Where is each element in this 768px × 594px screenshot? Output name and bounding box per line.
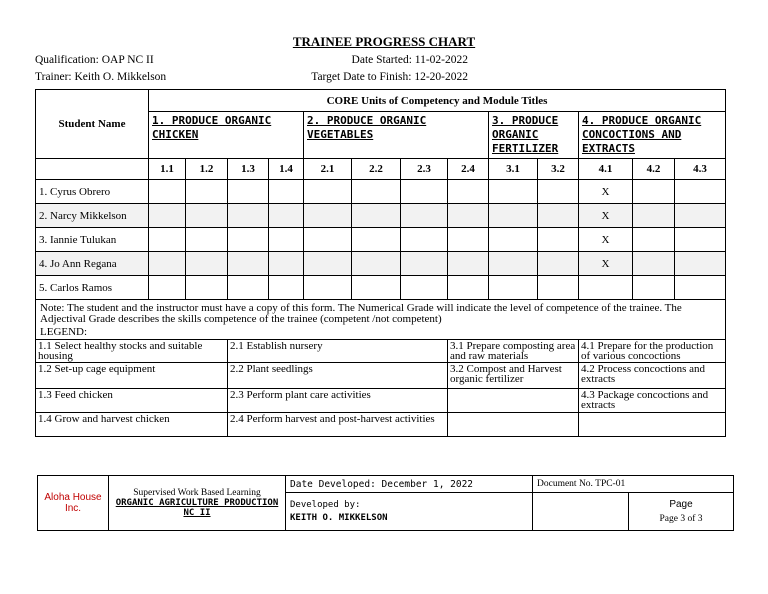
page-title: TRAINEE PROGRESS CHART (292, 34, 476, 49)
progress-cell (675, 252, 726, 276)
legend-item: 4.1 Prepare for the production of various concoctions (579, 340, 726, 363)
progress-cell (448, 252, 489, 276)
org-name: Aloha House Inc. (38, 476, 109, 531)
progress-table (35, 89, 726, 437)
progress-cell (269, 228, 304, 252)
column-header: 4.2 (633, 159, 675, 180)
progress-cell (352, 252, 401, 276)
progress-cell (675, 228, 726, 252)
date-started-label: Date Started: 11-02-2022 (351, 54, 468, 66)
legend-item (448, 389, 579, 413)
note-text: Note: The student and the instructor must have a copy of this form. The Numerical Grade will indicate the level of competence of the trainee. The Adjectival Grade describes the skills competence of the trainee (competent /not competent) LEGEND: (36, 300, 726, 340)
progress-cell (448, 276, 489, 300)
progress-cell (538, 276, 579, 300)
legend-item (448, 413, 579, 437)
table-row (36, 252, 726, 276)
progress-cell (228, 180, 269, 204)
progress-cell (228, 228, 269, 252)
progress-cell (149, 228, 186, 252)
table-row (36, 276, 726, 300)
column-header: 2.4 (448, 159, 489, 180)
progress-cell (538, 228, 579, 252)
progress-cell (352, 276, 401, 300)
progress-cell (538, 180, 579, 204)
progress-cell (304, 228, 352, 252)
progress-cell (401, 276, 448, 300)
progress-cell (579, 276, 633, 300)
progress-cell (228, 252, 269, 276)
progress-cell (269, 204, 304, 228)
blank-cell (36, 159, 149, 180)
progress-cell (228, 204, 269, 228)
legend-item: 4.2 Process concoctions and extracts (579, 363, 726, 389)
progress-cell (304, 180, 352, 204)
program-title: Supervised Work Based Learning ORGANIC AGRICULTURE PRODUCTION NC II (109, 476, 286, 531)
date-developed: Date Developed: December 1, 2022 (286, 476, 533, 493)
column-header: 2.1 (304, 159, 352, 180)
trainer-label: Trainer: Keith O. Mikkelson (35, 71, 167, 83)
student-name: 2. Narcy Mikkelson (36, 204, 149, 228)
column-header: 4.1 (579, 159, 633, 180)
progress-cell (675, 180, 726, 204)
student-name-header: Student Name (36, 90, 149, 159)
progress-cell (228, 276, 269, 300)
legend-row (36, 413, 726, 437)
legend-item: 3.2 Compost and Harvest organic fertilizer (448, 363, 579, 389)
module-concoctions-header: 4. PRODUCE ORGANIC CONCOCTIONS AND EXTRACTS (579, 112, 726, 159)
progress-cell (269, 180, 304, 204)
legend-item: 1.1 Select healthy stocks and suitable housing (36, 340, 228, 363)
progress-cell (401, 204, 448, 228)
document-footer (37, 475, 734, 531)
progress-cell (633, 276, 675, 300)
column-header: 2.2 (352, 159, 401, 180)
column-header: 3.1 (489, 159, 538, 180)
progress-cell (633, 228, 675, 252)
legend-item: 1.3 Feed chicken (36, 389, 228, 413)
qualification-label: Qualification: OAP NC II (35, 54, 154, 66)
progress-cell: X (579, 252, 633, 276)
progress-cell (675, 276, 726, 300)
progress-cell (304, 204, 352, 228)
student-name: 4. Jo Ann Regana (36, 252, 149, 276)
column-header: 1.3 (228, 159, 269, 180)
legend-item: 2.4 Perform harvest and post-harvest activities (228, 413, 448, 437)
column-header: 3.2 (538, 159, 579, 180)
page-info: Page Page 3 of 3 (629, 493, 734, 531)
progress-cell (352, 204, 401, 228)
student-name: 5. Carlos Ramos (36, 276, 149, 300)
table-row (36, 204, 726, 228)
progress-cell (149, 204, 186, 228)
student-name: 1. Cyrus Obrero (36, 180, 149, 204)
progress-cell (186, 276, 228, 300)
table-row (36, 228, 726, 252)
progress-cell (352, 180, 401, 204)
legend-row (36, 340, 726, 363)
column-header: 4.3 (675, 159, 726, 180)
target-date-label: Target Date to Finish: 12-20-2022 (311, 71, 468, 83)
progress-cell (489, 204, 538, 228)
column-header: 1.1 (149, 159, 186, 180)
progress-cell (352, 228, 401, 252)
progress-cell (269, 252, 304, 276)
column-header: 2.3 (401, 159, 448, 180)
progress-cell (489, 252, 538, 276)
legend-item: 1.2 Set-up cage equipment (36, 363, 228, 389)
progress-cell (186, 252, 228, 276)
progress-cell (489, 276, 538, 300)
table-row (36, 180, 726, 204)
document-number: Document No. TPC-01 (533, 476, 734, 493)
module-vegetables-header: 2. PRODUCE ORGANIC VEGETABLES (304, 112, 489, 159)
progress-cell (401, 228, 448, 252)
legend-item: 1.4 Grow and harvest chicken (36, 413, 228, 437)
legend-item: 4.3 Package concoctions and extracts (579, 389, 726, 413)
progress-cell (448, 180, 489, 204)
progress-cell (149, 276, 186, 300)
legend-label: LEGEND: (40, 326, 88, 338)
progress-cell (401, 252, 448, 276)
progress-cell (448, 204, 489, 228)
progress-cell (633, 204, 675, 228)
progress-cell: X (579, 204, 633, 228)
progress-cell (538, 204, 579, 228)
legend-item: 3.1 Prepare composting area and raw materials (448, 340, 579, 363)
progress-cell (489, 228, 538, 252)
progress-cell (633, 252, 675, 276)
progress-cell (304, 252, 352, 276)
progress-cell (489, 180, 538, 204)
blank-cell (533, 493, 629, 531)
legend-item: 2.1 Establish nursery (228, 340, 448, 363)
legend-item: 2.3 Perform plant care activities (228, 389, 448, 413)
progress-cell (186, 180, 228, 204)
progress-cell (269, 276, 304, 300)
core-units-header: CORE Units of Competency and Module Titles (149, 90, 726, 112)
legend-row (36, 389, 726, 413)
progress-cell (186, 204, 228, 228)
progress-cell (149, 180, 186, 204)
progress-cell (675, 204, 726, 228)
legend-row (36, 363, 726, 389)
legend-item (579, 413, 726, 437)
module-chicken-header: 1. PRODUCE ORGANIC CHICKEN (149, 112, 304, 159)
developed-by: Developed by: KEITH O. MIKKELSON (286, 493, 533, 531)
progress-cell (401, 180, 448, 204)
progress-cell (186, 228, 228, 252)
column-header: 1.2 (186, 159, 228, 180)
progress-cell (448, 228, 489, 252)
progress-cell (538, 252, 579, 276)
legend-item: 2.2 Plant seedlings (228, 363, 448, 389)
progress-cell (304, 276, 352, 300)
progress-cell (149, 252, 186, 276)
module-fertilizer-header: 3. PRODUCE ORGANIC FERTILIZER (489, 112, 579, 159)
student-name: 3. Iannie Tulukan (36, 228, 149, 252)
progress-cell (633, 180, 675, 204)
progress-cell: X (579, 228, 633, 252)
column-header: 1.4 (269, 159, 304, 180)
progress-cell: X (579, 180, 633, 204)
